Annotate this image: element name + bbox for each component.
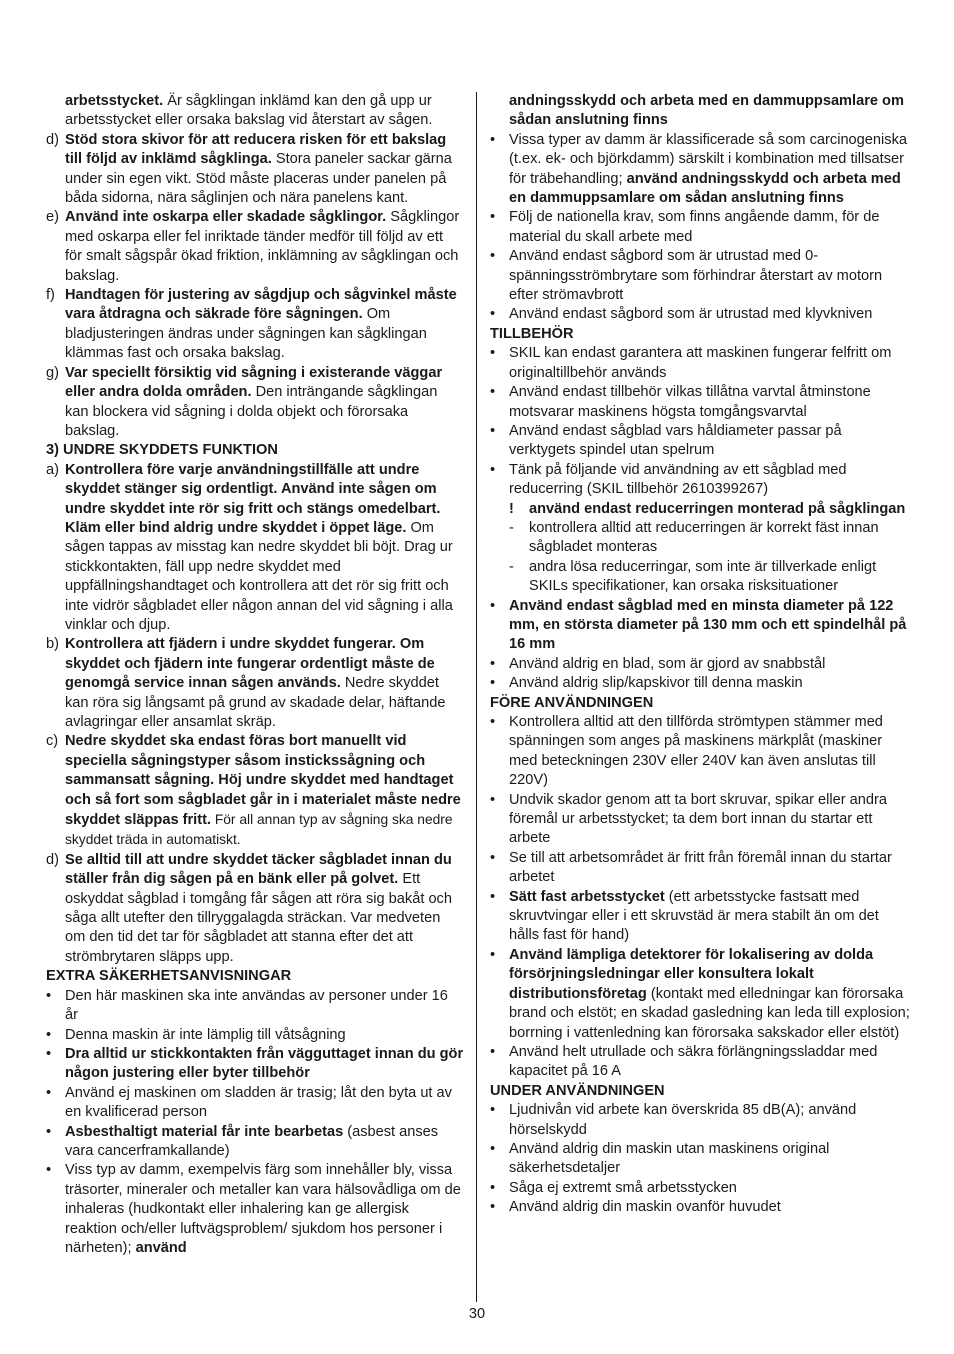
body-text: kontrollera alltid att reducerringen är korrekt fäst innan sågbladet monteras <box>529 519 879 556</box>
body-text: Använd aldrig en blad, som är gjord av snabbstål <box>509 655 826 672</box>
bullet-item <box>46 1084 464 1123</box>
section-heading-during-use: UNDER ANVÄNDNINGEN <box>490 1082 665 1099</box>
bullet-marker: • <box>490 1043 496 1060</box>
bullet-item <box>490 305 912 324</box>
bullet-marker: • <box>46 1123 52 1140</box>
body-text: (asbest anses vara cancerframkallande) <box>65 1123 439 1159</box>
bullet-marker: • <box>46 1045 52 1062</box>
bullet-marker: • <box>46 987 52 1004</box>
bullet-item <box>490 383 912 422</box>
list-item-c <box>46 732 464 850</box>
bullet-marker: • <box>46 1084 52 1101</box>
body-text: Om sågen tappas av misstag kan nedre skyddet bli böjt. Drag ur stickkontakten, fäll upp nedre skyddet med uppfällningshandtaget och kontrollera att det rör sig fritt och inte vidrör sågbladet eller någon annan del vid sågning i alla vinklar och djup. <box>65 519 453 633</box>
bullet-marker: • <box>490 714 496 730</box>
body-text: Denna maskin är inte lämplig till våtsågning <box>65 1026 346 1043</box>
bold-text: Använd endast sågblad med en minsta diameter på 122 mm, en största diameter på 130 mm och ett spindelhål på 16 mm <box>509 597 907 653</box>
bullet-marker: • <box>490 384 496 401</box>
bullet-marker: • <box>490 888 496 905</box>
bullet-item <box>490 208 912 247</box>
body-text: Ett oskyddat sågblad i tomgång får sågen att röra sig bakåt och såga allt utefter den tillryggalagda sträckan. Var medveten om den tid det tar för sågbladet att stanna efter det att strömbrytaren släpps upp. <box>65 871 452 965</box>
body-text: Sågklingor med oskarpa eller fel inriktade tänder medför till följd av ett för smalt sågspår ökad friktion, inklämning av sågklingan och bakslag. <box>65 209 460 284</box>
bold-text: använd <box>135 1239 187 1256</box>
bold-text: andningsskydd och arbeta med en dammuppsamlare om sådan anslutning finns <box>509 93 904 129</box>
body-text: Använd endast sågbord som är utrustad med 0-spänningsströmbrytare som förhindrar återstart av motorn efter strömavbrott <box>509 248 883 304</box>
bullet-item <box>490 888 912 946</box>
body-text: Nedre skyddet kan röra sig långsamt på grund av skadade delar, häftande avlagringar eller ansamlat skräp. <box>65 675 446 730</box>
bullet-marker: • <box>490 946 496 963</box>
list-item-d2 <box>46 851 464 967</box>
bullet-item <box>46 987 464 1026</box>
list-item-f <box>46 286 464 364</box>
body-text: Vissa typer av damm är klassificerade så som carcinogeniska (t.ex. ek- och björkdamm) särskilt i kombination med tillsatser för träbehandling; <box>509 131 907 187</box>
bullet-marker: • <box>490 1179 496 1196</box>
section-heading-extra: EXTRA SÄKERHETSANVISNINGAR <box>46 968 292 985</box>
bold-text: Nedre skyddet ska endast föras bort manuellt vid speciella sågningstyper såsom instickssågning och sammansatt sågning. Höj undre skyddet med handtaget och så fort som sågbladet går in i materialet måste nedre skyddet släppas fritt. <box>65 733 461 829</box>
bold-text: Kontrollera före varje användningstillfälle att undre skyddet stänger sig ordentligt. Använd inte sågen om undre skyddet inte rör sig fritt och stängs omedelbart. Kläm eller bind aldrig undre skyddet i öppet läge. <box>65 461 441 536</box>
bold-text: Kontrollera att fjädern i undre skyddet fungerar. Om skyddet och fjädern inte fungerar ordentligt måste de genomgå service innan sågen används. <box>65 636 435 692</box>
bullet-item <box>490 247 912 305</box>
bullet-marker: • <box>490 1102 496 1119</box>
right-column <box>490 92 912 1218</box>
bold-text: arbetsstycket. <box>65 93 164 109</box>
bold-text: Använd lämpliga detektorer för lokalisering av dolda försörjningsledningar eller konsultera lokalt distributionsföretag <box>509 946 874 1002</box>
bullet-marker: • <box>490 791 496 808</box>
body-text: Såga ej extremt små arbetsstycken <box>509 1179 737 1196</box>
body-text: SKIL kan endast garantera att maskinen fungerar felfritt om originaltillbehör används <box>509 345 892 381</box>
bold-text: Var speciellt försiktig vid sågning i existerande väggar eller andra dolda områden. <box>65 364 443 401</box>
list-item-d <box>46 131 464 209</box>
bullet-marker: • <box>490 675 496 692</box>
item-marker: g) <box>46 364 59 381</box>
bullet-marker: • <box>490 461 496 478</box>
bullet-item <box>46 1123 464 1162</box>
bullet-item <box>490 131 912 209</box>
body-text: För all annan typ av sågning ska nedre skyddet träda in automatiskt. <box>65 812 453 848</box>
bullet-item <box>490 597 912 655</box>
bullet-item <box>490 422 912 461</box>
section-heading-before-use: FÖRE ANVÄNDNINGEN <box>490 694 654 711</box>
continued-paragraph <box>46 92 464 131</box>
body-text: Om bladjusteringen ändras under sågningen kan sågklingan klämmas fast och orsaka bakslag. <box>65 306 427 362</box>
bold-text: använd andningsskydd och arbeta med en dammuppsamlare om sådan anslutning finns <box>509 170 901 207</box>
body-text: Använd ej maskinen om sladden är trasig; låt den byta ut av en kvalificerad person <box>65 1084 452 1121</box>
body-text: Undvik skador genom att ta bort skruvar, spikar eller andra föremål ur arbetsstycket; ta dem bort innan du startar ett arbete <box>509 791 887 847</box>
bullet-marker: • <box>46 1026 52 1043</box>
body-text: Använd endast sågbord som är utrustad med klyvkniven <box>509 306 873 323</box>
body-text: Tänk på följande vid användning av ett sågblad med reducerring (SKIL tillbehör 2610399267) <box>509 461 847 498</box>
bold-text: Sätt fast arbetsstycket <box>509 888 665 905</box>
body-text: andra lösa reducerringar, som inte är tillverkade enligt SKILs specifikationer, kan orsaka risksituationer <box>529 558 877 595</box>
body-text: (kontakt med elledningar kan förorsaka brand och elstöt; en skadad gasledning kan leda till explosion; borrning i vattenledning kan förorsaka sakskador eller elstöt) <box>509 985 910 1041</box>
bullet-marker: • <box>490 849 496 866</box>
bullet-item <box>490 713 912 791</box>
page-number: 30 <box>468 1306 486 1322</box>
item-marker: d) <box>46 131 59 148</box>
body-text: Stora paneler sackar gärna under sin egen vikt. Stöd måste placeras under panelen på båda sidorna, nära såglinjen och nära panelens kant. <box>65 151 452 207</box>
body-text: Använd aldrig din maskin utan maskinens original säkerhetsdetaljer <box>509 1140 830 1177</box>
body-text: Använd endast tillbehör vilkas tillåtna varvtal åtminstone motsvarar maskinens högsta tomgångsvarvtal <box>509 384 871 420</box>
item-marker: c) <box>46 733 59 750</box>
body-text: Använd endast sågblad vars håldiameter passar på verktygets spindel utan spelrum <box>509 422 842 459</box>
column-divider <box>476 92 477 1302</box>
sub-item-dash <box>490 519 912 558</box>
bullet-item <box>490 1179 912 1198</box>
bullet-item <box>490 849 912 888</box>
body-text: Följ de nationella krav, som finns angående damm, för de material du skall arbete med <box>509 209 880 245</box>
body-text: Ljudnivån vid arbete kan överskrida 85 dB(A); använd hörselskydd <box>509 1102 857 1138</box>
bullet-marker: • <box>490 655 496 672</box>
bullet-item <box>490 791 912 849</box>
bullet-item <box>490 344 912 383</box>
bullet-item <box>490 655 912 674</box>
bullet-item <box>490 461 912 500</box>
bold-text: Asbesthaltigt material får inte bearbetas <box>65 1123 344 1140</box>
warning-marker: ! <box>509 500 514 517</box>
item-marker: e) <box>46 209 59 226</box>
item-marker: b) <box>46 636 59 653</box>
bullet-marker: • <box>490 345 496 362</box>
section-heading-accessories: TILLBEHÖR <box>490 325 574 342</box>
body-text: Den inträngande sågklingan kan blockera vid sågning i dolda objekt och förorsaka bakslag. <box>65 384 438 439</box>
bullet-item <box>490 946 912 1043</box>
bullet-item <box>46 1026 464 1045</box>
bullet-marker: • <box>490 209 496 226</box>
body-text: Den här maskinen ska inte användas av personer under 16 år <box>65 987 448 1024</box>
bullet-item <box>490 1198 912 1217</box>
list-item-b <box>46 635 464 732</box>
bullet-item <box>490 1043 912 1082</box>
section-heading-guard: 3) UNDRE SKYDDETS FUNKTION <box>46 442 278 459</box>
item-marker: f) <box>46 287 55 304</box>
bullet-item <box>46 1045 464 1084</box>
bullet-marker: • <box>490 306 496 323</box>
bullet-marker: • <box>490 422 496 439</box>
bullet-item <box>490 1101 912 1140</box>
bullet-marker: • <box>490 248 496 265</box>
continued-paragraph <box>490 92 912 131</box>
bold-text: Stöd stora skivor för att reducera risken för ett bakslag till följd av inklämd sågklinga. <box>65 131 447 168</box>
body-text: Är sågklingan inklämd kan den gå upp ur arbetsstycket eller orsaka bakslag vid återstart av sågen. <box>65 93 433 129</box>
body-text: Se till att arbetsområdet är fritt från föremål innan du startar arbetet <box>509 849 892 886</box>
bold-text: Handtagen för justering av sågdjup och sågvinkel måste vara åtdragna och säkrade före sågningen. <box>65 287 457 323</box>
bullet-marker: • <box>490 597 496 614</box>
item-marker: a) <box>46 461 59 478</box>
sub-item-dash <box>490 558 912 597</box>
bold-text: Använd inte oskarpa eller skadade sågklingor. <box>65 209 387 226</box>
list-item-e <box>46 208 464 286</box>
list-item-g <box>46 364 464 442</box>
list-item-a <box>46 461 464 636</box>
body-text: Viss typ av damm, exempelvis färg som innehåller bly, vissa träsorter, mineraler och metaller kan vara hälsovådliga om de inhaleras (hudkontakt eller inhalering kan ge allergisk reaktion och/eller luftvägsproblem/ sjukdom hos personer i närheten); <box>65 1162 461 1256</box>
dash-marker: - <box>509 519 514 536</box>
bullet-marker: • <box>490 131 496 148</box>
body-text: Använd helt utrullade och säkra förlängningssladdar med kapacitet på 16 A <box>509 1043 878 1080</box>
bullet-marker: • <box>490 1199 496 1216</box>
body-text: Använd aldrig slip/kapskivor till denna maskin <box>509 675 803 692</box>
bullet-item <box>490 1140 912 1179</box>
item-marker: d) <box>46 851 59 868</box>
body-text: (ett arbetsstycke fastsatt med skruvtvingar eller i ett skruvstäd är mera stabilt än om det hålls fast för hand) <box>509 888 879 944</box>
bullet-marker: • <box>490 1140 496 1157</box>
bold-text: använd endast reducerringen monterad på sågklingan <box>529 500 906 517</box>
body-text: Använd aldrig din maskin ovanför huvudet <box>509 1199 781 1216</box>
left-column <box>46 92 464 1258</box>
bullet-item <box>490 674 912 693</box>
bold-text: Dra alltid ur stickkontakten från vägguttaget innan du gör någon justering eller byter tillbehör <box>65 1045 464 1082</box>
sub-item-warning <box>490 500 912 519</box>
bullet-item <box>46 1161 464 1258</box>
bullet-marker: • <box>46 1162 52 1179</box>
dash-marker: - <box>509 558 514 575</box>
body-text: Kontrollera alltid att den tillförda strömtypen stämmer med spänningen som anges på maskinens märkplåt (maskiner med beteckningen 230V eller 240V kan även anslutas till 220V) <box>509 714 883 789</box>
bold-text: Se alltid till att undre skyddet täcker sågbladet innan du ställer från dig sågen på en bänk eller på golvet. <box>65 851 452 888</box>
